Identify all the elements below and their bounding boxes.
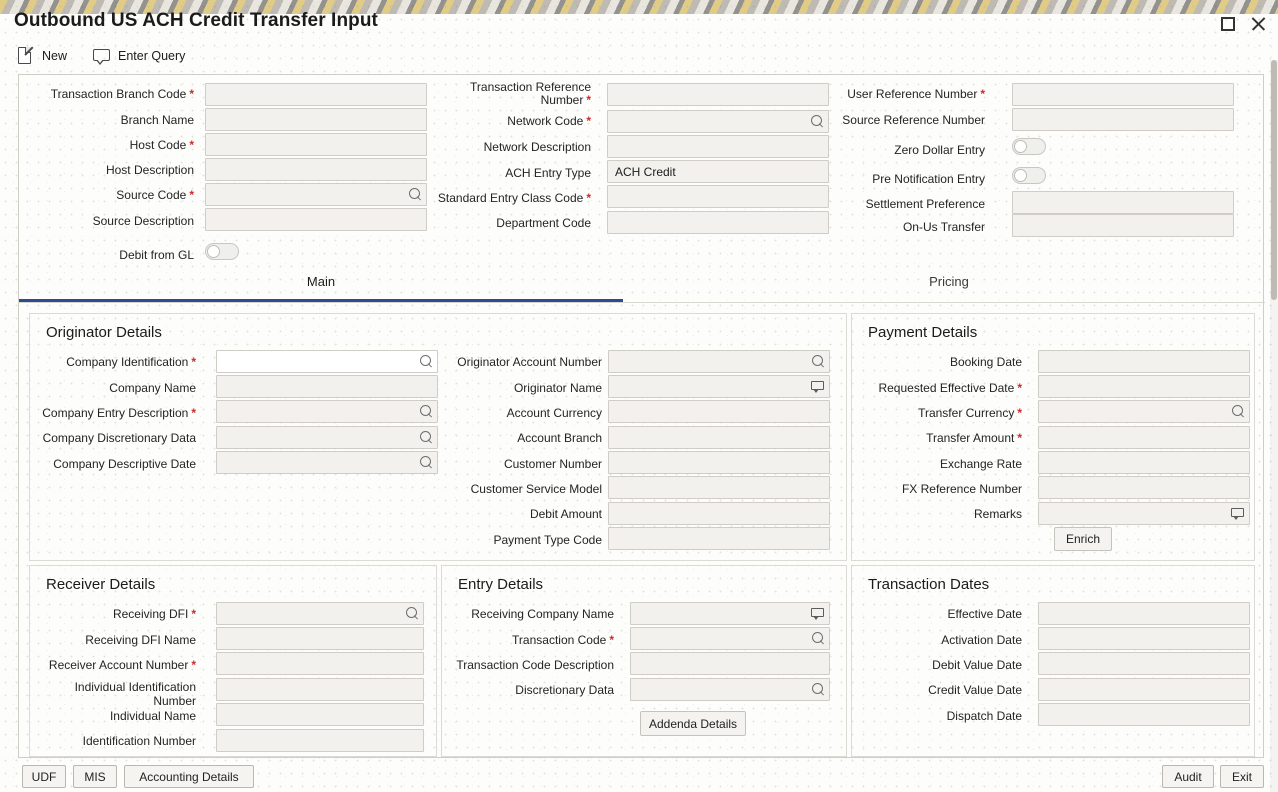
input-customer-number[interactable] bbox=[608, 451, 830, 474]
label-debit-value-date: Debit Value Date bbox=[932, 658, 1022, 672]
input-host-code[interactable] bbox=[205, 133, 427, 156]
input-customer-service-model[interactable] bbox=[608, 476, 830, 499]
label-customer-service-model: Customer Service Model bbox=[470, 482, 602, 496]
label-discretionary-data: Discretionary Data bbox=[515, 683, 614, 697]
input-transfer-amount[interactable] bbox=[1038, 426, 1250, 449]
input-user-reference-number[interactable] bbox=[1012, 83, 1234, 106]
toggle-debit-from-gl[interactable] bbox=[205, 243, 239, 260]
label-department-code: Department Code bbox=[496, 216, 591, 230]
input-settlement-preference[interactable] bbox=[1012, 191, 1234, 214]
input-transaction-reference-number[interactable] bbox=[607, 83, 829, 106]
page-title: Outbound US ACH Credit Transfer Input bbox=[14, 10, 378, 31]
enter-query-label: Enter Query bbox=[118, 49, 186, 63]
input-individual-name[interactable] bbox=[216, 703, 424, 726]
label-company-discretionary-data: Company Discretionary Data bbox=[42, 431, 196, 445]
section-title-transaction-dates: Transaction Dates bbox=[868, 576, 990, 593]
section-entry-details bbox=[441, 565, 847, 757]
label-transaction-branch-code: Transaction Branch Code * bbox=[50, 87, 194, 101]
input-payment-type-code[interactable] bbox=[608, 527, 830, 550]
label-ach-entry-type: ACH Entry Type bbox=[505, 166, 591, 180]
label-company-entry-description: Company Entry Description * bbox=[42, 406, 196, 420]
input-booking-date[interactable] bbox=[1038, 350, 1250, 373]
search-icon[interactable] bbox=[1232, 405, 1245, 418]
input-discretionary-data[interactable] bbox=[630, 678, 830, 701]
input-standard-entry-class-code[interactable] bbox=[607, 185, 829, 208]
label-network-code: Network Code * bbox=[507, 114, 591, 128]
input-receiving-dfi-name[interactable] bbox=[216, 627, 424, 650]
input-effective-date[interactable] bbox=[1038, 602, 1250, 625]
input-account-currency[interactable] bbox=[608, 400, 830, 423]
label-originator-name: Originator Name bbox=[513, 381, 602, 395]
input-company-name[interactable] bbox=[216, 375, 438, 398]
note-icon[interactable] bbox=[811, 608, 825, 619]
accounting-details-button[interactable]: Accounting Details bbox=[124, 765, 254, 788]
input-source-description[interactable] bbox=[205, 208, 427, 231]
label-individual-identification-number: Individual Identification Number bbox=[74, 680, 196, 708]
toggle-pre-notification-entry[interactable] bbox=[1012, 167, 1046, 184]
input-debit-amount[interactable] bbox=[608, 502, 830, 525]
input-originator-name[interactable] bbox=[608, 375, 830, 398]
new-button-label: New bbox=[42, 49, 68, 63]
section-payment-details bbox=[851, 313, 1255, 561]
label-debit-from-gl: Debit from GL bbox=[119, 248, 194, 262]
note-icon[interactable] bbox=[811, 381, 825, 392]
tab-bar bbox=[19, 267, 1265, 303]
input-on-us-transfer[interactable] bbox=[1012, 214, 1234, 237]
enrich-button[interactable]: Enrich bbox=[1054, 527, 1112, 551]
scrollbar-thumb[interactable] bbox=[1271, 60, 1277, 300]
section-transaction-dates bbox=[851, 565, 1255, 757]
label-pre-notification-entry: Pre Notification Entry bbox=[872, 172, 985, 186]
tab-main[interactable] bbox=[19, 267, 623, 302]
label-host-code: Host Code * bbox=[129, 138, 194, 152]
label-identification-number: Identification Number bbox=[82, 734, 196, 748]
input-receiving-dfi[interactable] bbox=[216, 602, 424, 625]
label-transaction-reference-number: Transaction Reference Number * bbox=[470, 80, 591, 107]
label-receiving-dfi-name: Receiving DFI Name bbox=[85, 633, 196, 647]
input-dispatch-date[interactable] bbox=[1038, 703, 1250, 726]
tab-pricing[interactable] bbox=[639, 267, 1259, 302]
query-bubble-icon bbox=[93, 49, 111, 64]
input-individual-identification-number[interactable] bbox=[216, 678, 424, 701]
toggle-zero-dollar-entry[interactable] bbox=[1012, 138, 1046, 155]
close-icon[interactable] bbox=[1250, 16, 1266, 32]
tab-main-label: Main bbox=[306, 274, 336, 289]
label-requested-effective-date: Requested Effective Date * bbox=[878, 381, 1022, 395]
new-document-icon bbox=[18, 47, 35, 66]
exit-button[interactable]: Exit bbox=[1220, 765, 1264, 788]
enter-query-button[interactable] bbox=[93, 49, 185, 64]
label-originator-account-number: Originator Account Number bbox=[457, 355, 602, 369]
input-fx-reference-number[interactable] bbox=[1038, 476, 1250, 499]
label-source-code: Source Code * bbox=[116, 188, 194, 202]
addenda-details-button[interactable]: Addenda Details bbox=[640, 711, 746, 736]
input-network-code[interactable] bbox=[607, 110, 829, 133]
input-credit-value-date[interactable] bbox=[1038, 678, 1250, 701]
label-user-reference-number: User Reference Number * bbox=[847, 87, 985, 101]
input-exchange-rate[interactable] bbox=[1038, 451, 1250, 474]
note-icon[interactable] bbox=[1231, 508, 1245, 519]
label-remarks: Remarks bbox=[973, 507, 1022, 521]
header-fields-area bbox=[19, 75, 1265, 267]
label-company-descriptive-date: Company Descriptive Date bbox=[53, 457, 196, 471]
tab-active-underline bbox=[19, 299, 623, 302]
label-network-description: Network Description bbox=[483, 140, 591, 154]
label-account-branch: Account Branch bbox=[517, 431, 602, 445]
input-transfer-currency[interactable] bbox=[1038, 400, 1250, 423]
input-department-code[interactable] bbox=[607, 211, 829, 234]
label-source-description: Source Description bbox=[92, 214, 194, 228]
input-ach-entry-type[interactable]: ACH Credit bbox=[607, 160, 829, 183]
label-transaction-code-description: Transaction Code Description bbox=[456, 658, 614, 672]
search-icon[interactable] bbox=[812, 355, 825, 368]
label-standard-entry-class-code: Standard Entry Class Code * bbox=[437, 191, 591, 205]
audit-button[interactable]: Audit bbox=[1162, 765, 1214, 788]
label-company-identification: Company Identification * bbox=[66, 355, 196, 369]
input-remarks[interactable] bbox=[1038, 502, 1250, 525]
input-requested-effective-date[interactable] bbox=[1038, 375, 1250, 398]
label-receiving-dfi: Receiving DFI * bbox=[112, 607, 196, 621]
label-transfer-currency: Transfer Currency * bbox=[918, 406, 1022, 420]
input-originator-account-number[interactable] bbox=[608, 350, 830, 373]
section-title-originator-details: Originator Details bbox=[46, 324, 162, 341]
label-on-us-transfer: On-Us Transfer bbox=[902, 220, 985, 234]
label-debit-amount: Debit Amount bbox=[529, 507, 602, 521]
label-payment-type-code: Payment Type Code bbox=[493, 533, 602, 547]
tab-divider bbox=[19, 302, 1265, 303]
input-source-reference-number[interactable] bbox=[1012, 108, 1234, 131]
label-booking-date: Booking Date bbox=[949, 355, 1022, 369]
input-transaction-code[interactable] bbox=[630, 627, 830, 650]
input-network-description[interactable] bbox=[607, 135, 829, 158]
section-title-receiver-details: Receiver Details bbox=[46, 576, 156, 593]
label-receiver-account-number: Receiver Account Number * bbox=[48, 658, 196, 672]
label-activation-date: Activation Date bbox=[941, 633, 1022, 647]
title-bar bbox=[0, 8, 1278, 42]
section-title-payment-details: Payment Details bbox=[868, 324, 978, 341]
input-company-descriptive-date[interactable] bbox=[216, 451, 438, 474]
search-icon[interactable] bbox=[406, 607, 419, 620]
new-button[interactable] bbox=[18, 47, 67, 66]
input-debit-value-date[interactable] bbox=[1038, 652, 1250, 675]
input-transaction-branch-code[interactable] bbox=[205, 83, 427, 106]
label-transaction-code: Transaction Code * bbox=[512, 633, 614, 647]
label-source-reference-number: Source Reference Number bbox=[842, 113, 985, 127]
section-originator-details bbox=[29, 313, 847, 561]
label-credit-value-date: Credit Value Date bbox=[928, 683, 1022, 697]
mis-button[interactable]: MIS bbox=[73, 765, 117, 788]
label-customer-number: Customer Number bbox=[503, 457, 602, 471]
input-source-code[interactable] bbox=[205, 183, 427, 206]
label-individual-name: Individual Name bbox=[109, 709, 196, 723]
section-title-entry-details: Entry Details bbox=[458, 576, 544, 593]
input-account-branch[interactable] bbox=[608, 426, 830, 449]
tab-pricing-label: Pricing bbox=[929, 274, 969, 289]
section-receiver-details bbox=[29, 565, 437, 757]
window-controls bbox=[1220, 16, 1266, 32]
label-transfer-amount: Transfer Amount * bbox=[926, 431, 1022, 445]
search-icon[interactable] bbox=[812, 683, 825, 696]
label-dispatch-date: Dispatch Date bbox=[946, 709, 1022, 723]
toolbar bbox=[18, 44, 185, 68]
input-company-discretionary-data[interactable] bbox=[216, 426, 438, 449]
input-receiving-company-name[interactable] bbox=[630, 602, 830, 625]
input-company-entry-description[interactable] bbox=[216, 400, 438, 423]
label-exchange-rate: Exchange Rate bbox=[939, 457, 1022, 471]
label-company-name: Company Name bbox=[109, 381, 196, 395]
vertical-scrollbar[interactable] bbox=[1270, 60, 1278, 792]
input-receiver-account-number[interactable] bbox=[216, 652, 424, 675]
input-activation-date[interactable] bbox=[1038, 627, 1250, 650]
input-host-description[interactable] bbox=[205, 158, 427, 181]
label-account-currency: Account Currency bbox=[506, 406, 602, 420]
form-panel bbox=[18, 74, 1264, 758]
input-company-identification[interactable] bbox=[216, 350, 438, 373]
input-identification-number[interactable] bbox=[216, 729, 424, 752]
udf-button[interactable]: UDF bbox=[22, 765, 66, 788]
restore-icon[interactable] bbox=[1220, 16, 1236, 32]
input-branch-name[interactable] bbox=[205, 108, 427, 131]
label-fx-reference-number: FX Reference Number bbox=[901, 482, 1022, 496]
label-effective-date: Effective Date bbox=[947, 607, 1022, 621]
footer-bar bbox=[18, 764, 1264, 790]
label-host-description: Host Description bbox=[105, 163, 194, 177]
label-receiving-company-name: Receiving Company Name bbox=[471, 607, 614, 621]
label-branch-name: Branch Name bbox=[120, 113, 194, 127]
label-settlement-preference: Settlement Preference bbox=[865, 197, 985, 211]
input-transaction-code-description[interactable] bbox=[630, 652, 830, 675]
label-zero-dollar-entry: Zero Dollar Entry bbox=[894, 143, 985, 157]
search-icon[interactable] bbox=[812, 632, 825, 645]
